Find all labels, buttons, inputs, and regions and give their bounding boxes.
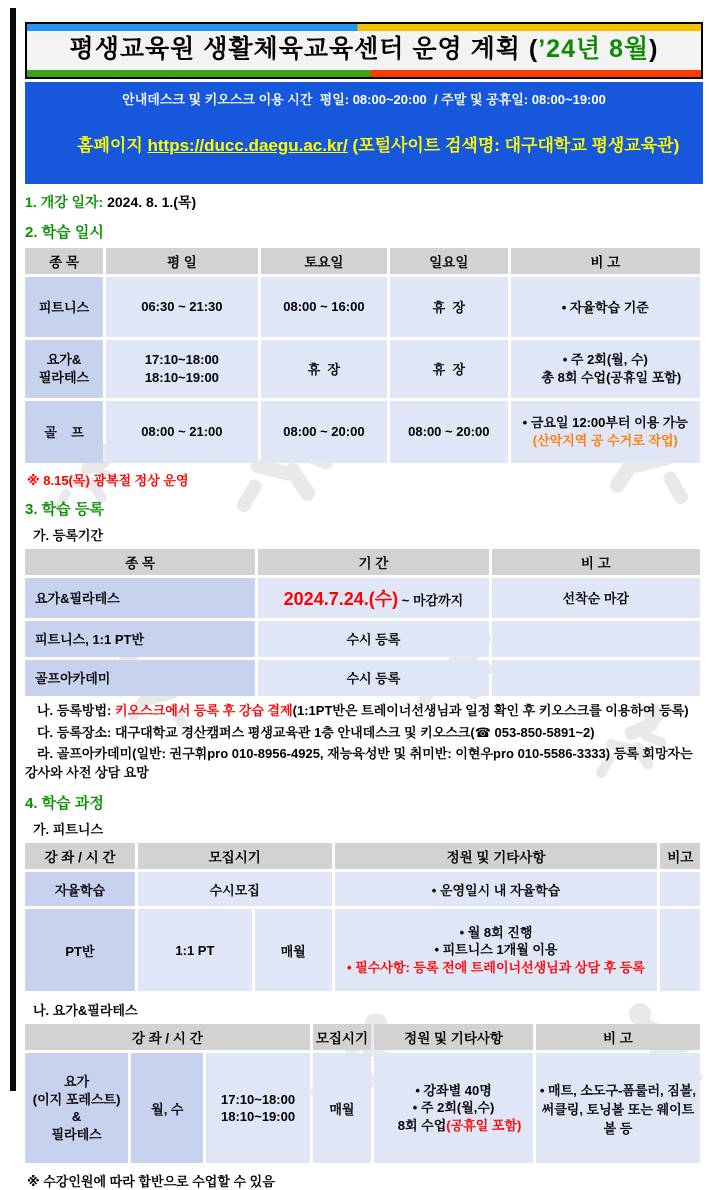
note-cell: • 자율학습 기준 — [511, 277, 700, 337]
subject-cell: 요가&필라테스 — [25, 578, 255, 618]
column-header: 모집시기 — [138, 843, 332, 869]
subject-cell: 골프아카데미 — [25, 660, 255, 696]
table-row — [25, 277, 700, 337]
golf-contact-line: 라. 골프아카데미(일반: 권구휘pro 010-8956-4925, 재능육성반 및 취미반: 이현우pro 010-5586-3333) 등록 회망자는 강사와 사전 상담 요망 — [25, 746, 693, 781]
table-row — [25, 909, 700, 991]
column-header: 비 고 — [536, 1024, 700, 1050]
time-line: 17:10~18:00 — [220, 1091, 296, 1107]
detail-red: (공휴일 포함) — [446, 1117, 522, 1133]
weekday-cell: 08:00 ~ 21:00 — [106, 401, 258, 463]
column-header: 비고 — [660, 843, 700, 869]
note-cell — [492, 660, 701, 696]
page-left-border — [10, 8, 16, 1091]
table-row — [25, 621, 700, 657]
column-header: 종 목 — [25, 549, 255, 575]
registration-header-row — [25, 549, 700, 575]
info-banner — [25, 82, 703, 184]
method-label: 나. 등록방법: — [37, 702, 115, 718]
opening-date-value: 2024. 8. 1.(목) — [103, 193, 197, 210]
time-line: 18:10~19:00 — [220, 1109, 296, 1125]
title-bottom-bar — [27, 70, 701, 77]
table-row — [25, 401, 700, 463]
course-line: & — [71, 1109, 82, 1125]
column-header: 정원 및 기타사항 — [374, 1024, 533, 1050]
time-line: 17:10~18:00 — [144, 352, 219, 368]
type-cell: 1:1 PT — [138, 909, 252, 991]
registration-table — [22, 546, 703, 699]
detail-line: • 강좌별 40명 — [415, 1082, 492, 1098]
fitness-header-row — [25, 843, 700, 869]
table-row — [25, 660, 700, 696]
period-rest: ~ 마감까지 — [398, 592, 464, 608]
registration-place-line: 다. 등록장소: 대구대학교 경산캠퍼스 평생교육관 1층 안내데스크 및 키오스크(☎ 053-850-5891~2) — [37, 724, 595, 740]
saturday-cell: 08:00 ~ 20:00 — [261, 401, 387, 463]
page-title-highlight: ’24년 8월 — [538, 35, 650, 63]
detail-cell — [374, 1053, 533, 1163]
period-cell — [258, 578, 488, 618]
section-4-heading: 4. 학습 과정 — [25, 795, 104, 813]
table-row — [25, 340, 700, 398]
subject-line: 요가& — [46, 352, 82, 368]
title-block — [25, 22, 703, 79]
section-2-heading: 2. 학습 일시 — [25, 223, 104, 241]
table-row — [25, 578, 700, 618]
column-header: 평 일 — [106, 248, 258, 274]
subject-line: 필라테스 — [38, 369, 90, 385]
column-header: 종 목 — [25, 248, 103, 274]
subject-cell: 피트니스, 1:1 PT반 — [25, 621, 255, 657]
note-line: 총 8회 수업(공휴일 포함) — [541, 369, 682, 385]
note-line: • 금요일 12:00부터 이용 가능 — [522, 415, 688, 431]
recruit-cell: 수시모집 — [138, 872, 332, 906]
note-cell: 선착순 마감 — [492, 578, 701, 618]
class-merge-note: ※ 수강인원에 따라 합반으로 수업할 수 있음 — [27, 1174, 275, 1190]
note-line-orange: (산악지역 공 수거로 작업) — [532, 432, 678, 448]
period-cell: 수시 등록 — [258, 660, 488, 696]
method-rest: (1:1PT반은 트레이너선생님과 일정 확인 후 키오스크를 이용하여 등록) — [292, 702, 689, 718]
column-header: 토요일 — [261, 248, 387, 274]
schedule-header-row — [25, 248, 700, 274]
column-header: 모집시기 — [313, 1024, 372, 1050]
registration-period-label: 가. 등록기간 — [33, 527, 104, 543]
course-cell: 자율학습 — [25, 872, 135, 906]
column-header: 정원 및 기타사항 — [335, 843, 658, 869]
fitness-label: 가. 피트니스 — [33, 822, 104, 838]
note-cell — [511, 401, 700, 463]
time-cell — [206, 1053, 309, 1163]
holiday-note: ※ 8.15(목) 광복절 정상 운영 — [27, 472, 189, 488]
detail-line: • 피트니스 1개월 이용 — [434, 942, 558, 958]
recruit-cell: 매월 — [313, 1053, 372, 1163]
column-header: 강 좌 / 시 간 — [25, 843, 135, 869]
note-cell — [511, 340, 700, 398]
detail-line — [377, 1117, 530, 1135]
course-line: (이지 포레스트) — [32, 1091, 121, 1107]
table-row — [25, 1053, 700, 1163]
detail-line: • 월 8회 진행 — [459, 924, 533, 940]
homepage-line — [29, 111, 699, 176]
course-line: 필라테스 — [51, 1126, 102, 1142]
column-header: 강 좌 / 시 간 — [25, 1024, 310, 1050]
method-highlight: 키오스크에서 등록 후 강습 결제 — [114, 702, 293, 718]
sunday-cell: 휴 장 — [390, 277, 508, 337]
table-row — [25, 872, 700, 906]
page-title-suffix: ) — [649, 35, 659, 63]
detail-cell — [335, 909, 658, 991]
time-line: 18:10~19:00 — [144, 369, 219, 385]
document-body — [25, 22, 703, 1190]
section-1-label: 1. 개강 일자: — [25, 193, 104, 210]
title-top-bar — [27, 24, 701, 31]
section-1-line — [25, 192, 703, 212]
schedule-table — [22, 245, 703, 466]
page-title — [27, 31, 701, 70]
homepage-portal-note: (포털사이트 검색명: 대구대학교 평생교육관) — [347, 135, 680, 155]
homepage-label: 홈페이지 — [77, 135, 148, 155]
registration-method-line — [25, 702, 703, 721]
note-cell — [660, 872, 700, 906]
sunday-cell: 08:00 ~ 20:00 — [390, 401, 508, 463]
detail-line-red: • 필수사항: 등록 전에 트레이너선생님과 상담 후 등록 — [347, 959, 645, 975]
detail-prefix: 8회 수업 — [397, 1117, 447, 1133]
column-header: 기 간 — [258, 549, 488, 575]
page-title-prefix: 평생교육원 생활체육교육센터 운영 계획 ( — [69, 35, 539, 63]
sunday-cell: 휴 장 — [390, 340, 508, 398]
homepage-link[interactable]: https://ducc.daegu.ac.kr/ — [147, 135, 348, 155]
section-3-heading: 3. 학습 등록 — [25, 500, 104, 518]
note-cell: • 매트, 소도구-폼룰러, 짐볼, 써클링, 토닝볼 또는 웨이트볼 등 — [536, 1053, 700, 1163]
saturday-cell: 08:00 ~ 16:00 — [261, 277, 387, 337]
saturday-cell: 휴 장 — [261, 340, 387, 398]
subject-cell: 피트니스 — [25, 277, 103, 337]
weekday-cell — [106, 340, 258, 398]
course-line: 요가 — [64, 1074, 90, 1090]
fitness-table — [22, 840, 703, 994]
column-header: 비 고 — [511, 248, 700, 274]
subject-cell — [25, 340, 103, 398]
note-cell — [492, 621, 701, 657]
course-cell — [25, 1053, 128, 1163]
yoga-header-row — [25, 1024, 700, 1050]
note-cell — [660, 909, 700, 991]
detail-line: • 주 2회(월,수) — [412, 1100, 495, 1116]
period-date: 2024.7.24.(수) — [283, 588, 399, 609]
period-cell: 수시 등록 — [258, 621, 488, 657]
note-line: • 주 2회(월, 수) — [562, 352, 648, 368]
column-header: 비 고 — [492, 549, 701, 575]
yoga-table — [22, 1021, 703, 1166]
cycle-cell: 매월 — [255, 909, 332, 991]
days-cell: 월, 수 — [131, 1053, 203, 1163]
usage-hours-text: 안내데스크 및 키오스크 이용 시간 평일: 08:00~20:00 / 주말 및 공휴일: 08:00~19:00 — [122, 91, 606, 107]
column-header: 일요일 — [390, 248, 508, 274]
detail-cell: • 운영일시 내 자율학습 — [335, 872, 658, 906]
course-cell: PT반 — [25, 909, 135, 991]
weekday-cell: 06:30 ~ 21:30 — [106, 277, 258, 337]
yoga-label: 나. 요가&필라테스 — [33, 1003, 138, 1019]
subject-cell: 골 프 — [25, 401, 103, 463]
